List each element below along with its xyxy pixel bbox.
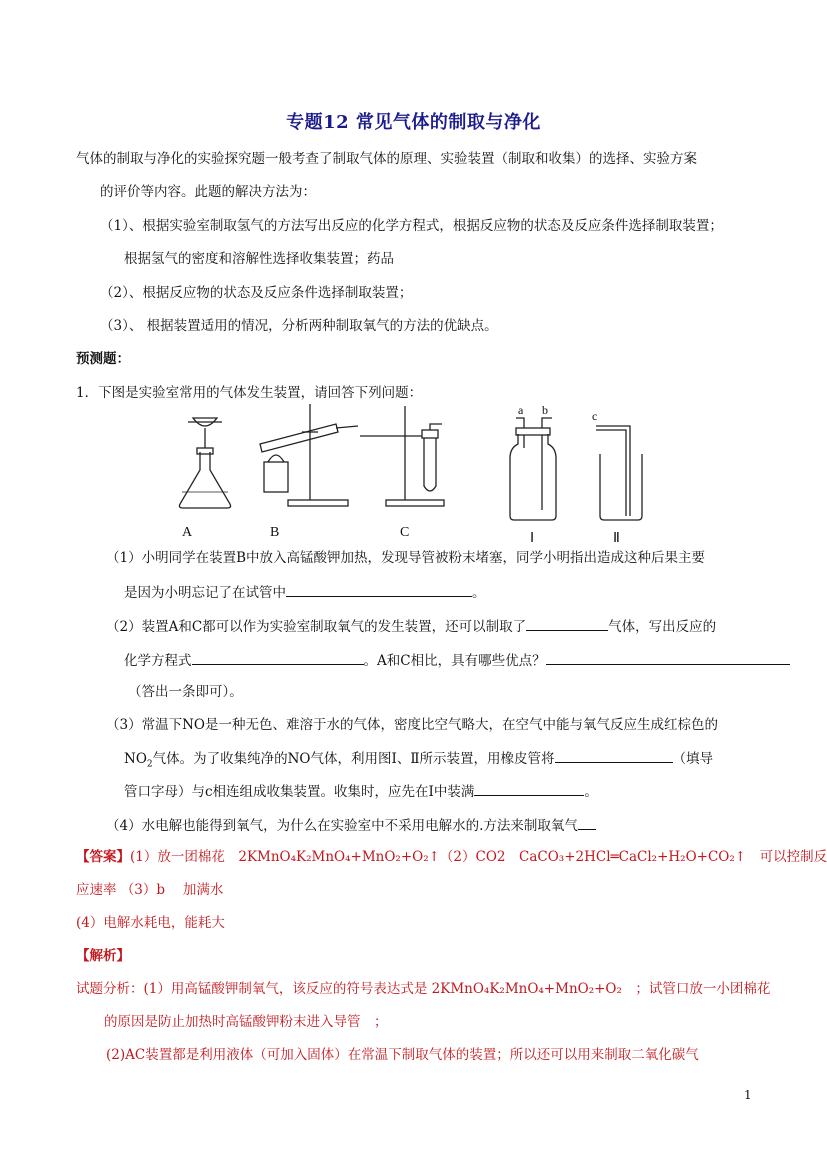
analysis-line-1: 试题分析：(1）用高锰酸钾制氧气，该反应的符号表达式是 2KMnO₄K₂MnO₄+MnO₂+O₂ ；试管口放一小团棉花 <box>76 981 771 997</box>
label-c: C <box>400 525 410 540</box>
apparatus-ii-beaker <box>596 426 642 520</box>
q3-line-3 <box>124 781 598 801</box>
q3-prompt: 气体。为了收集纯净的NO气体，利用图Ⅰ、Ⅱ所示装置，用橡皮管将 <box>152 751 555 767</box>
q3-fill-end: 。 <box>584 784 598 800</box>
q2-prompt: （2）装置A和C都可以作为实验室制取氧气的发生装置，还可以制取了 <box>106 619 527 635</box>
intro-item-1-cont: 根据氢气的密度和溶解性选择收集装置；药品 <box>124 251 394 267</box>
q2-line-2 <box>124 650 790 670</box>
q3-tube-blank[interactable] <box>555 748 673 763</box>
intro-line-1: 气体的制取与净化的实验探究题一般考查了制取气体的原理、实验装置（制取和收集）的选择、实验方案 <box>76 151 697 167</box>
q4-prompt: （4）水电解也能得到氧气，为什么在实验室中不采用电解水的.方法来制取氧气 <box>106 818 578 834</box>
answer-line-2: 应速率 （3）b 加满水 <box>76 882 224 898</box>
intro-item-3: （3）、 根据装置适用的情况，分析两种制取氧气的方法的优缺点。 <box>100 318 498 334</box>
q3-fill-blank[interactable] <box>474 781 584 796</box>
q2-gas-blank[interactable] <box>526 616 608 631</box>
q3-prompt-end: （填导 <box>672 751 714 767</box>
intro-item-2: （2）、根据反应物的状态及反应条件选择制取装置； <box>100 285 413 301</box>
label-i: Ⅰ <box>530 531 535 544</box>
q4-line <box>106 815 596 835</box>
answer-text-1: (1）放一团棉花 2KMnO₄K₂MnO₄+MnO₂+O₂↑（2）CO2 CaCO₃+2HCl═CaCl₂+H₂O+CO₂↑ 可以控制反 <box>130 849 827 865</box>
page-number: 1 <box>744 1088 752 1102</box>
q1-end: 。 <box>472 585 486 601</box>
label-a: A <box>182 525 193 540</box>
intro-item-1: （1）、根据实验室制取氢气的方法写出反应的化学方程式，根据反应物的状态及反应条件选择制取装置； <box>100 218 723 234</box>
q2-line-1 <box>106 616 716 636</box>
label-tube-c: c <box>592 409 598 423</box>
q4-answer-blank[interactable] <box>578 815 596 830</box>
q1-prompt: 是因为小明忘记了在试管中 <box>124 585 286 601</box>
q1-answer-blank[interactable] <box>286 582 472 597</box>
label-ii: Ⅱ <box>613 531 620 544</box>
q3-fill-prompt: 管口字母）与c相连组成收集装置。收集时，应先在Ⅰ中装满 <box>124 784 475 800</box>
q2-line-3: （答出一条即可）。 <box>128 684 243 700</box>
q2-advantage-prompt: 。A和C相比，具有哪些优点？ <box>363 653 546 669</box>
label-tube-a: a <box>518 404 524 417</box>
answer-line-3: (4）电解水耗电，能耗大 <box>76 915 225 931</box>
analysis-line-3: (2)AC装置都是利用液体（可加入固体）在常温下制取气体的装置；所以还可以用来制取二氧化碳气 <box>106 1047 699 1063</box>
q2-advantage-blank[interactable] <box>546 650 790 665</box>
section-label: 预测题： <box>76 351 130 367</box>
apparatus-figure <box>160 404 680 544</box>
apparatus-i-bottle <box>510 418 556 520</box>
q1-line-1: （1）小明同学在装置B中放入高锰酸钾加热，发现导管被粉末堵塞，同学小明指出造成这种后果主要 <box>106 550 706 566</box>
analysis-label: 【解析】 <box>76 948 130 964</box>
q2-equation-label: 化学方程式 <box>124 653 192 669</box>
label-tube-b: b <box>542 404 548 417</box>
apparatus-a-flask <box>179 418 230 508</box>
apparatus-c-stand-tube <box>360 406 444 506</box>
q3-no2: NO <box>124 751 147 767</box>
q3-line-2 <box>124 748 713 774</box>
analysis-line-2: 的原因是防止加热时高锰酸钾粉末进入导管 ； <box>104 1014 388 1030</box>
label-b: B <box>270 525 280 540</box>
q1-line-2 <box>124 582 486 602</box>
q2-prompt-end: 气体，写出反应的 <box>608 619 717 635</box>
q3-no2-subscript: 2 <box>146 759 153 770</box>
q3-line-1: （3）常温下NO是一种无色、难溶于水的气体，密度比空气略大，在空气中能与氧气反应生成红棕色的 <box>106 717 718 733</box>
page-title: 专题12 常见气体的制取与净化 <box>286 112 541 133</box>
apparatus-b-heated-tube <box>260 404 358 506</box>
intro-line-2: 的评价等内容。此题的解决方法为： <box>100 184 316 200</box>
q2-equation-blank[interactable] <box>192 650 364 665</box>
answer-line-1 <box>76 848 827 866</box>
question-stem: 1．下图是实验室常用的气体发生装置，请回答下列问题： <box>76 385 423 401</box>
answer-label: 【答案】 <box>76 849 130 865</box>
